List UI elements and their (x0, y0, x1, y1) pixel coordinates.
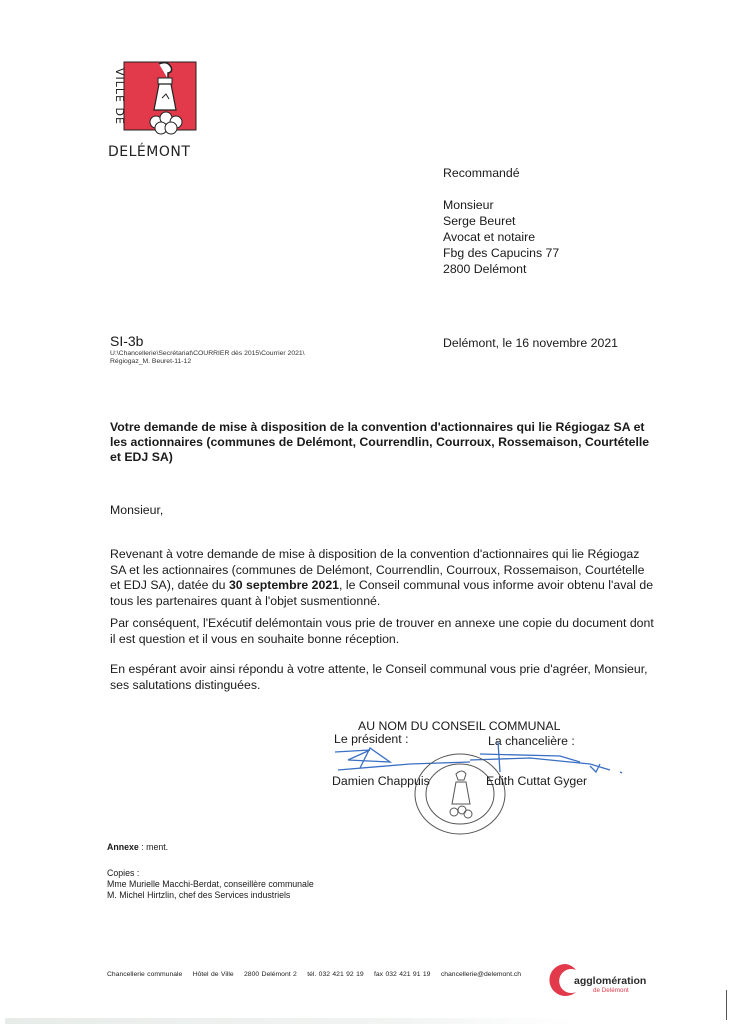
copies-label: Copies : (107, 868, 140, 878)
logo-text: DELÉMONT (108, 144, 191, 160)
reference-path: U:\Chancellerie\Secrétariat\COURRIER dès 2015\Courrier 2021\ (110, 350, 305, 357)
paragraph-1 (110, 547, 655, 609)
reference-block (110, 333, 305, 366)
footer-email: chancellerie@delemont.ch (440, 971, 522, 978)
annexe-label: Annexe (107, 842, 139, 852)
footer-item: Hôtel de Ville (192, 971, 234, 978)
chancellor-label: La chancelière : (488, 734, 575, 748)
recipient-address (443, 165, 559, 277)
agglomeration-subtitle: de Delémont (593, 987, 629, 994)
footer-item: 2800 Delémont 2 (244, 971, 297, 978)
official-seal-icon (412, 752, 508, 836)
paragraph-3: En espérant avoir ainsi répondu à votre attente, le Conseil communal vous prie d'agréer, Monsieur, ses salutations distinguées. (110, 662, 648, 692)
salutation: Monsieur, (110, 503, 164, 517)
letter-subject: Votre demande de mise à disposition de la convention d'actionnaires qui lie Régiogaz SA et les actionnaires (communes de Delémont, Courrendlin, Courroux, Rossemaison, Courtételle et EDJ SA) (110, 420, 650, 464)
ville-de-delemont-logo-icon (104, 58, 204, 168)
paragraph-text: , le Conseil communal vous informe avoir obtenu l'aval de tous les partenaires quant à l'objet susmentionné. (110, 578, 654, 608)
reference-filename: Régiogaz_M. Beuret-11-12 (110, 358, 192, 365)
copy-recipient: Mme Murielle Macchi-Berdat, conseillère communale (107, 879, 314, 889)
paragraph-text: Revenant à votre demande de mise à disposition de la convention d'actionnaires qui lie Régiogaz SA et les actionnaires (communes de Delémont, Courrendlin, Courroux, Rossemaison, Courtételle et EDJ SA), datée du (110, 547, 645, 592)
paragraph-2: Par conséquent, l'Exécutif delémontain vous prie de trouver en annexe une copie du document dont il est question et il vous en souhaite bonne réception. (110, 616, 654, 646)
recipient-line: Fbg des Capucins 77 (443, 246, 560, 260)
svg-text:VILLE DE: VILLE DE (113, 68, 126, 125)
recipient-line: Serge Beuret (443, 214, 516, 228)
footer-fax: fax 032 421 91 19 (374, 971, 431, 978)
scan-edge-line (726, 990, 727, 1020)
delivery-mode: Recommandé (443, 166, 520, 180)
signature-title: AU NOM DU CONSEIL COMMUNAL (358, 719, 561, 733)
reference-code: SI-3b (110, 333, 144, 349)
footer-item: Chancellerie communale (107, 971, 183, 978)
annexe-line (107, 842, 168, 852)
recipient-line: Monsieur (443, 198, 494, 212)
copy-recipient: M. Michel Hirtzlin, chef des Services industriels (107, 890, 291, 900)
chancellor-name: Edith Cuttat Gyger (486, 774, 588, 788)
highlighted-date: 30 septembre 2021 (228, 578, 339, 592)
recipient-line: 2800 Delémont (443, 262, 527, 276)
scan-edge-shadow (5, 1018, 575, 1024)
footer-phone: tél. 032 421 92 19 (307, 971, 364, 978)
president-label: Le président : (334, 732, 409, 746)
annexe-value: : ment. (138, 842, 169, 852)
copies-block (107, 868, 314, 901)
agglomeration-title: agglomération (574, 975, 647, 987)
footer-contact (107, 971, 529, 978)
letter-date: Delémont, le 16 novembre 2021 (443, 336, 618, 350)
recipient-line: Avocat et notaire (443, 230, 536, 244)
president-name: Damien Chappuis (332, 774, 430, 788)
